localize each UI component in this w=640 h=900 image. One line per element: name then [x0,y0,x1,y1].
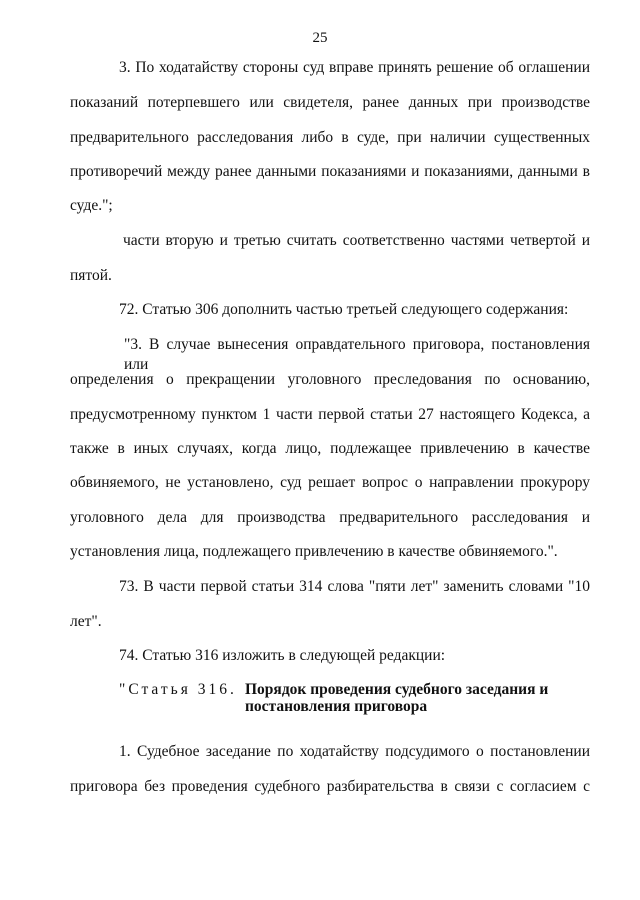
text-line: приговора без проведения судебного разбирательства в связи с согласием с [70,778,590,795]
text-line: 73. В части первой статьи 314 слова "пяти лет" заменить словами "10 [119,578,590,595]
page-number: 25 [312,30,328,46]
text-line: "3. В случае вынесения оправдательного приговора, постановления или [124,336,590,373]
text-line: лет". [70,613,102,630]
text-line: части вторую и третью считать соответственно частями четвертой и [123,232,590,249]
text-line: 74. Статью 316 изложить в следующей редакции: [119,647,446,664]
text-line: уголовного дела для производства предварительного расследования и [70,509,590,526]
text-line: обвиняемого, не установлено, суд решает вопрос о направлении прокурору [70,474,590,491]
text-line: определения о прекращении уголовного преследования по основанию, [70,371,590,388]
text-line: 72. Статью 306 дополнить частью третьей следующего содержания: [119,301,569,318]
text-line: противоречий между ранее данными показаниями и показаниями, данными в [70,163,590,180]
article-title: постановления приговора [245,698,428,715]
text-line: также в иных случаях, когда лицо, подлежащее привлечению в качестве [70,440,590,457]
text-line: суде."; [70,197,113,214]
text-line: показаний потерпевшего или свидетеля, ранее данных при производстве [70,94,590,111]
text-line: установления лица, подлежащего привлечению в качестве обвиняемого.". [70,543,558,560]
text-line: предусмотренному пунктом 1 части первой статьи 27 настоящего Кодекса, а [70,406,590,423]
text-line: предварительного расследования либо в суде, при наличии существенных [70,129,590,146]
text-line: 3. По ходатайству стороны суд вправе принять решение об оглашении [119,59,590,76]
article-label: "Статья 316. [119,681,237,698]
text-line: 1. Судебное заседание по ходатайству подсудимого о постановлении [119,743,590,760]
article-title: Порядок проведения судебного заседания и [245,681,549,698]
text-line: пятой. [70,267,112,284]
